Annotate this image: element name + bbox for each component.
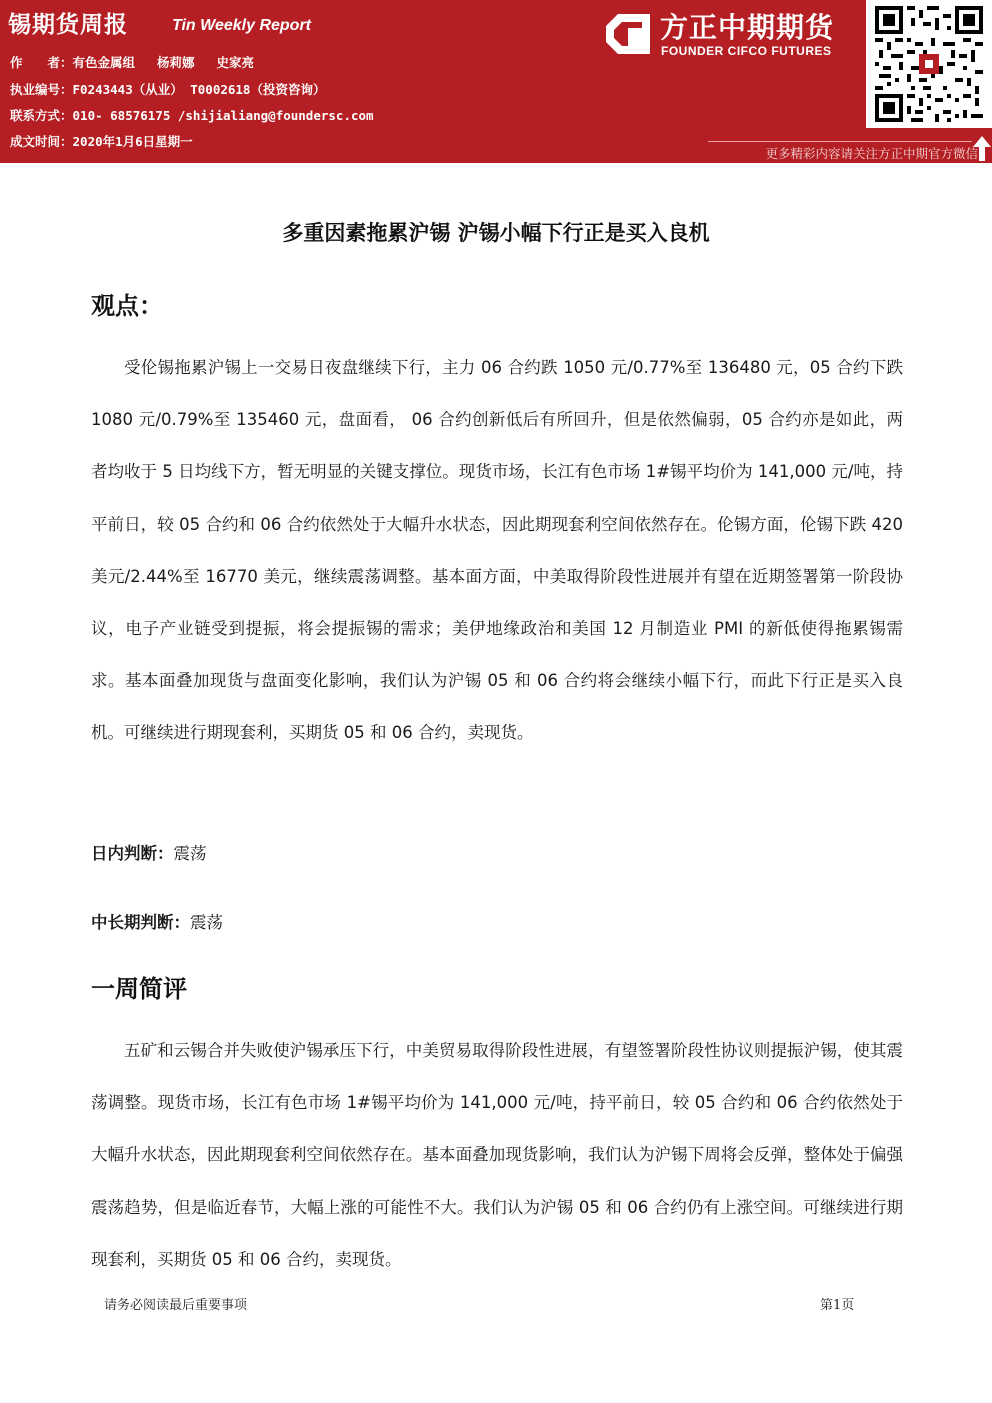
contact-label: 联系方式： xyxy=(10,108,73,123)
section-heading-viewpoint: 观点： xyxy=(91,292,163,320)
report-subtitle: Tin Weekly Report xyxy=(172,17,311,34)
license-value: F0243443（从业） T0002618（投资咨询） xyxy=(72,82,326,97)
qr-code-icon xyxy=(875,6,983,122)
intraday-value: 震荡 xyxy=(173,844,207,863)
document-title: 多重因素拖累沪锡 沪锡小幅下行正是买入良机 xyxy=(282,221,710,245)
logo-text-cn: 方正中期期货 xyxy=(660,11,835,44)
author-name: 史家亮 xyxy=(216,55,255,70)
page-number: 第1页 xyxy=(820,1298,855,1313)
date-label: 成文时间： xyxy=(10,134,73,149)
midlong-judgement xyxy=(91,909,223,933)
logo-text-en: FOUNDER CIFCO FUTURES xyxy=(661,44,832,58)
contact-value: 010- 68576175 /shijialiang@foundersc.com xyxy=(72,108,374,123)
viewpoint-paragraph: 受伦锡拖累沪锡上一交易日夜盘继续下行，主力 06 合约跌 1050 元/0.77%至 136480 元，05 合约下跌 1080 元/0.79%至 135460 元，盘面看， 06 合约创新低后有所回升，但是依然偏弱，05 合约亦是如此，两者均收于 5 日均线下方，暂无明显的关键支撑位。现货市场，长江有色市场 1#锡平均价为 141,000 元/吨，持平前日，较 05 合约和 06 合约依然处于大幅升水状态，因此期现套利空间依然存在。伦锡方面，伦锡下跌 420 美元/2.44%至 16770 美元，继续震荡调整。基本面方面，中美取得阶段性进展并有望在近期签署第一阶段协议，电子产业链受到提振，将会提振锡的需求；美伊地缘政治和美国 12 月制造业 PMI 的新低使得拖累锡需求。基本面叠加现货与盘面变化影响，我们认为沪锡 05 和 06 合约将会继续小幅下行，而此下行正是买入良机。可继续进行期现套利，买期货 05 和 06 合约，卖现货。 xyxy=(91,358,903,743)
authors-line xyxy=(10,53,276,71)
footer-notice: 请务必阅读最后重要事项 xyxy=(104,1298,248,1313)
follow-divider xyxy=(708,141,972,142)
section-heading-weekly-review: 一周简评 xyxy=(91,975,187,1003)
intraday-judgement xyxy=(91,840,207,864)
license-label: 执业编号： xyxy=(10,82,73,97)
follow-wechat-text[interactable]: 更多精彩内容请关注方正中期官方微信 xyxy=(765,146,978,161)
up-arrow-icon xyxy=(972,134,992,162)
contact-line xyxy=(10,106,374,124)
authors-label: 作 者： xyxy=(10,55,73,70)
midlong-label: 中长期判断： xyxy=(91,913,190,932)
founder-logo-icon xyxy=(604,12,652,56)
author-group: 有色金属组 xyxy=(72,55,136,70)
report-header xyxy=(0,0,992,163)
weekly-review-paragraph: 五矿和云锡合并失败使沪锡承压下行，中美贸易取得阶段性进展，有望签署阶段性协议则提振沪锡，使其震荡调整。现货市场，长江有色市场 1#锡平均价为 141,000 元/吨，持平前日，较 05 合约和 06 合约依然处于大幅升水状态，因此期现套利空间依然存在。基本面叠加现货影响，我们认为沪锡下周将会反弹，整体处于偏强震荡趋势，但是临近春节，大幅上涨的可能性不大。我们认为沪锡 05 和 06 合约仍有上涨空间。可继续进行期现套利，买期货 05 和 06 合约，卖现货。 xyxy=(91,1041,903,1269)
license-line xyxy=(10,80,325,98)
author-name: 杨莉娜 xyxy=(157,55,195,70)
date-line xyxy=(10,132,193,150)
intraday-label: 日内判断： xyxy=(91,844,174,863)
qr-code[interactable] xyxy=(866,0,992,128)
report-title: 锡期货周报 xyxy=(8,12,128,38)
midlong-value: 震荡 xyxy=(190,913,223,932)
date-value: 2020年1月6日星期一 xyxy=(72,134,193,149)
